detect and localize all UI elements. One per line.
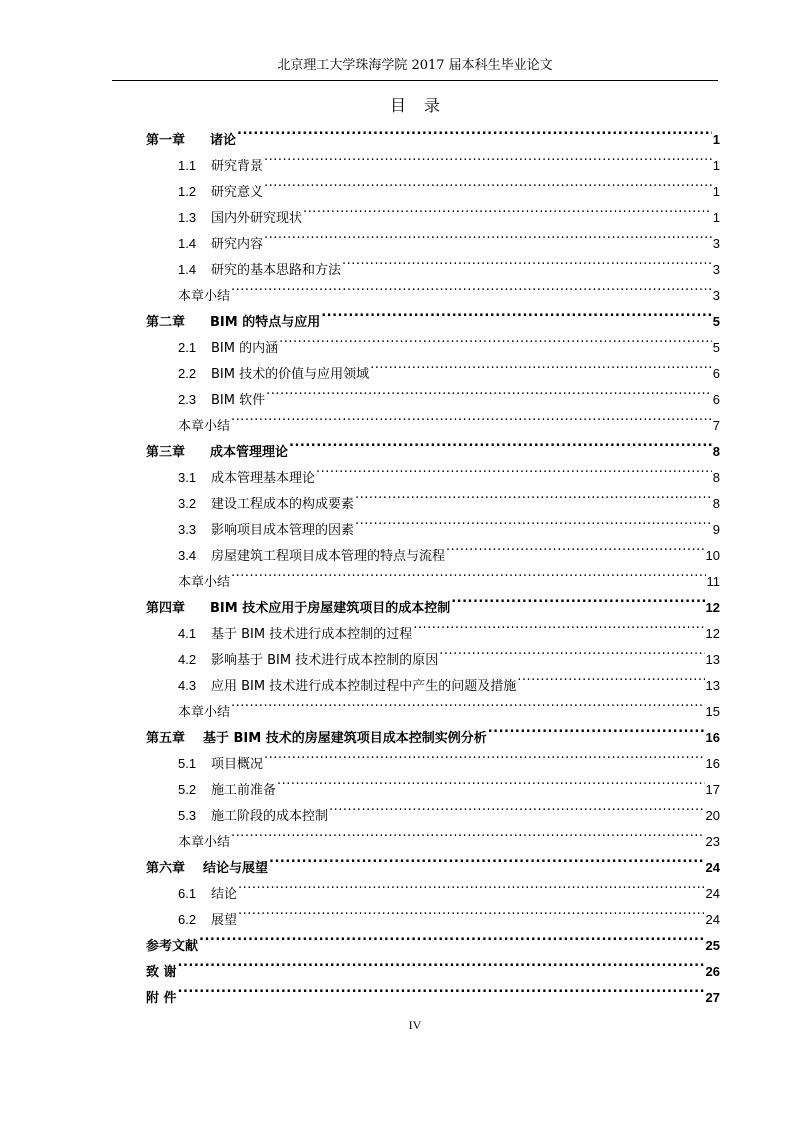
dot-leader	[488, 716, 705, 742]
toc-entry-label: 研究内容	[211, 237, 264, 252]
toc-entry-label: BIM 技术应用于房屋建筑项目的成本控制	[210, 601, 451, 616]
toc-entry-page: 9	[712, 522, 720, 537]
toc-entry-number: 第四章	[146, 601, 186, 616]
dot-leader	[231, 820, 705, 846]
toc-entry-page: 25	[705, 938, 720, 953]
toc-entry-page: 12	[705, 600, 720, 615]
dot-leader	[517, 664, 704, 690]
dot-leader	[231, 560, 705, 586]
toc-entry-label: 展望	[211, 913, 238, 928]
toc-entry[interactable]	[146, 274, 720, 304]
toc-entry-page: 24	[705, 912, 720, 927]
toc-entry-number: 3.4	[178, 548, 197, 563]
toc-entry-number: 1.4	[178, 262, 197, 277]
dot-leader	[279, 326, 712, 352]
toc-entry-page: 5	[712, 340, 720, 355]
toc-entry-number: 4.3	[178, 678, 197, 693]
toc-entry-page: 3	[712, 236, 720, 251]
toc-entry-label: 施工前准备	[211, 783, 277, 798]
dot-leader	[238, 898, 705, 924]
toc-entry-number: 2.3	[178, 392, 197, 407]
dot-leader	[231, 404, 712, 430]
toc-entry-label: 附 件	[146, 991, 177, 1006]
toc-entry-page: 12	[705, 626, 720, 641]
dot-leader	[446, 534, 705, 560]
toc-entry-number: 2.2	[178, 366, 197, 381]
toc-entry-page: 1	[712, 158, 720, 173]
toc-entry-page: 6	[712, 366, 720, 381]
toc-entry-label: 项目概况	[211, 757, 264, 772]
toc-entry[interactable]	[146, 820, 720, 850]
page-header: 北京理工大学珠海学院 2017 届本科生毕业论文	[277, 58, 553, 73]
toc-entry-number: 5.1	[178, 756, 197, 771]
toc-entry-page: 13	[705, 652, 720, 667]
toc-entry[interactable]	[146, 924, 720, 954]
toc-entry-label: 本章小结	[178, 835, 231, 850]
toc-entry[interactable]	[146, 118, 720, 148]
toc-entry-label: 本章小结	[178, 575, 231, 590]
toc-entry[interactable]	[146, 560, 720, 590]
toc-entry-label: BIM 的特点与应用	[210, 315, 321, 330]
toc-entry-page: 1	[712, 184, 720, 199]
dot-leader	[264, 222, 712, 248]
toc-list	[146, 118, 720, 1006]
toc-entry-number: 2.1	[178, 340, 197, 355]
toc-entry-label: 成本管理基本理论	[211, 471, 316, 486]
dot-leader	[342, 248, 712, 274]
toc-entry[interactable]	[146, 846, 720, 876]
toc-entry-label: 影响基于 BIM 技术进行成本控制的原因	[211, 653, 439, 668]
dot-leader	[370, 352, 712, 378]
toc-entry-label: 研究背景	[211, 159, 264, 174]
toc-entry-label: BIM 软件	[211, 393, 266, 408]
toc-entry-page: 20	[705, 808, 720, 823]
toc-entry-label: 应用 BIM 技术进行成本控制过程中产生的问题及措施	[211, 679, 517, 694]
toc-entry-page: 10	[705, 548, 720, 563]
dot-leader	[451, 586, 704, 612]
dot-leader	[439, 638, 704, 664]
toc-entry-label: 基于 BIM 技术进行成本控制的过程	[211, 627, 413, 642]
toc-entry-number: 4.1	[178, 626, 197, 641]
toc-entry-page: 11	[706, 574, 720, 589]
toc-entry-label: 研究意义	[211, 185, 264, 200]
toc-entry-number: 第一章	[146, 133, 186, 148]
toc-entry-label: 建设工程成本的构成要素	[211, 497, 355, 512]
toc-entry-page: 5	[712, 314, 720, 329]
toc-entry-label: 致 谢	[146, 965, 177, 980]
toc-entry-number: 6.2	[178, 912, 197, 927]
toc-entry-number: 6.1	[178, 886, 197, 901]
toc-entry-label: 本章小结	[178, 289, 231, 304]
toc-entry-number: 第五章	[146, 731, 186, 746]
footer-page-number: IV	[408, 1018, 422, 1032]
dot-leader	[238, 872, 705, 898]
toc-entry[interactable]	[146, 690, 720, 720]
toc-entry-page: 26	[705, 964, 720, 979]
toc-entry-page: 3	[712, 262, 720, 277]
dot-leader	[329, 794, 705, 820]
toc-entry-page: 1	[712, 132, 720, 147]
toc-entry-number: 4.2	[178, 652, 197, 667]
toc-entry-label: 本章小结	[178, 419, 231, 434]
toc-entry-page: 8	[712, 444, 720, 459]
toc-entry-number: 3.1	[178, 470, 197, 485]
toc-entry-label: 研究的基本思路和方法	[211, 263, 342, 278]
dot-leader	[316, 456, 712, 482]
toc-entry-page: 7	[712, 418, 720, 433]
toc-entry[interactable]	[146, 300, 720, 330]
toc-entry-label: 国内外研究现状	[211, 211, 303, 226]
toc-entry-number: 3.3	[178, 522, 197, 537]
toc-entry-page: 24	[705, 860, 720, 875]
dot-leader	[269, 846, 705, 872]
toc-entry-label: 本章小结	[178, 705, 231, 720]
toc-entry-number: 3.2	[178, 496, 197, 511]
toc-entry-label: 房屋建筑工程项目成本管理的特点与流程	[211, 549, 446, 564]
dot-leader	[178, 976, 705, 1002]
toc-entry-page: 16	[705, 730, 720, 745]
dot-leader	[303, 196, 712, 222]
dot-leader	[355, 482, 712, 508]
dot-leader	[277, 768, 705, 794]
toc-entry-page: 8	[712, 496, 720, 511]
toc-entry[interactable]	[146, 716, 720, 746]
toc-entry-label: 基于 BIM 技术的房屋建筑项目成本控制实例分析	[203, 731, 487, 746]
dot-leader	[321, 300, 712, 326]
toc-entry-label: 结论	[211, 887, 238, 902]
toc-entry-label: 成本管理理论	[210, 445, 289, 460]
dot-leader	[237, 118, 712, 144]
toc-entry-number: 5.3	[178, 808, 197, 823]
dot-leader	[266, 378, 712, 404]
toc-entry-page: 3	[712, 288, 720, 303]
toc-entry-page: 24	[705, 886, 720, 901]
dot-leader	[355, 508, 712, 534]
toc-entry-label: BIM 技术的价值与应用领域	[211, 367, 370, 382]
toc-entry-number: 1.2	[178, 184, 197, 199]
toc-entry-label: 参考文献	[146, 939, 199, 954]
dot-leader	[231, 690, 705, 716]
dot-leader	[264, 144, 712, 170]
toc-entry-number: 第二章	[146, 315, 186, 330]
toc-entry-label: 施工阶段的成本控制	[211, 809, 329, 824]
dot-leader	[178, 950, 705, 976]
toc-entry[interactable]	[146, 404, 720, 434]
dot-leader	[264, 742, 705, 768]
toc-entry[interactable]	[146, 950, 720, 980]
dot-leader	[199, 924, 705, 950]
toc-entry-label: 影响项目成本管理的因素	[211, 523, 355, 538]
toc-entry-page: 8	[712, 470, 720, 485]
toc-entry-page: 17	[705, 782, 720, 797]
toc-title: 目录	[389, 96, 458, 115]
toc-entry-label: BIM 的内涵	[211, 341, 279, 356]
toc-entry[interactable]	[146, 976, 720, 1006]
dot-leader	[231, 274, 712, 300]
toc-entry-label: 结论与展望	[203, 861, 269, 876]
toc-entry-page: 13	[705, 678, 720, 693]
toc-entry-page: 6	[712, 392, 720, 407]
dot-leader	[264, 170, 712, 196]
dot-leader	[413, 612, 704, 638]
toc-entry-label: 诸论	[210, 133, 237, 148]
header-rule	[112, 80, 718, 81]
toc-entry[interactable]	[146, 430, 720, 460]
toc-entry-number: 5.2	[178, 782, 197, 797]
toc-entry-page: 27	[705, 990, 720, 1005]
toc-entry-page: 15	[705, 704, 720, 719]
toc-entry-page: 1	[712, 210, 720, 225]
toc-entry-number: 第三章	[146, 445, 186, 460]
dot-leader	[289, 430, 712, 456]
toc-entry-page: 23	[705, 834, 720, 849]
toc-entry-number: 第六章	[146, 861, 186, 876]
toc-entry-number: 1.4	[178, 236, 197, 251]
toc-entry-number: 1.3	[178, 210, 197, 225]
toc-entry[interactable]	[146, 586, 720, 616]
toc-entry-page: 16	[705, 756, 720, 771]
toc-entry-number: 1.1	[178, 158, 197, 173]
